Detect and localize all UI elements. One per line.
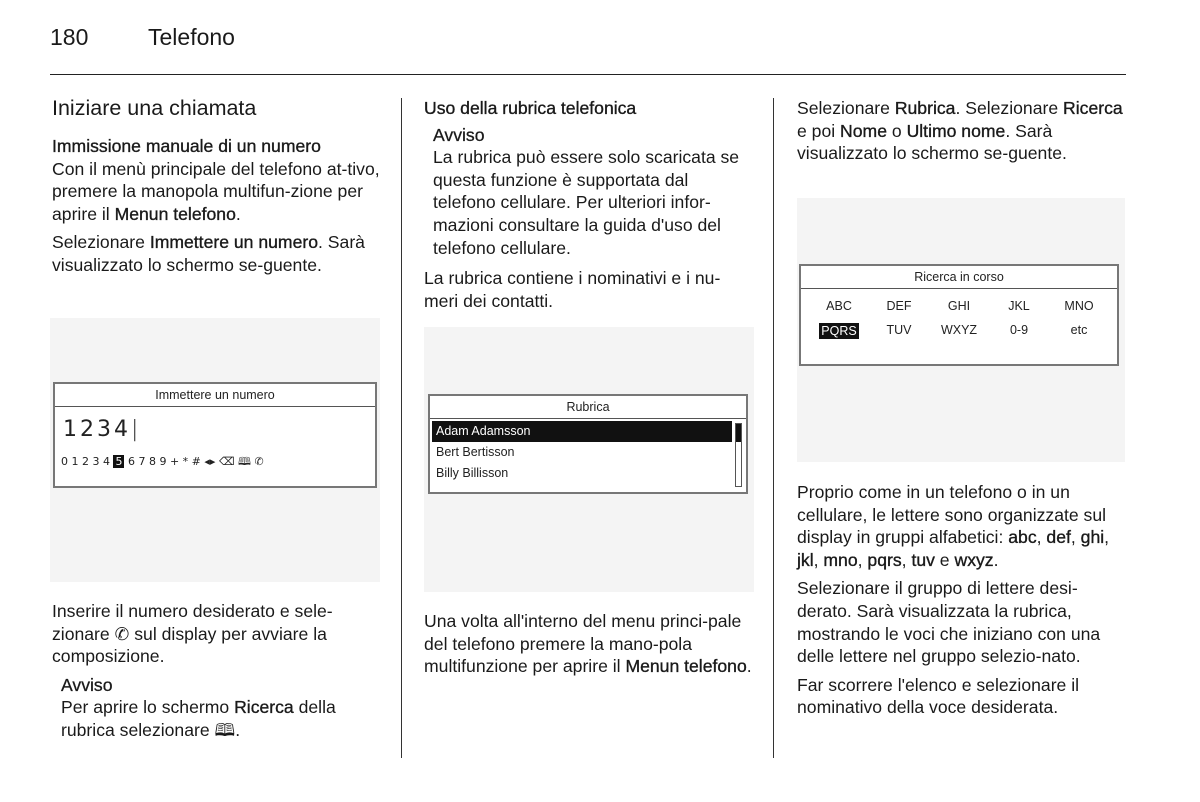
letter-group: 0-9: [1009, 323, 1029, 337]
paragraph: Far scorrere l'elenco e selezionare il nominativo della voce desiderata.: [797, 674, 1080, 718]
paragraph: Selezionare il gruppo di lettere desi-derato. Sarà visualizzata la rubrica, mostrando le voci che iniziano con una delle lettere nel gruppo selezio-nato.: [797, 578, 1101, 667]
section-title: Telefono: [148, 24, 235, 50]
cursor-arrows-icon: ◂▸: [204, 455, 216, 468]
letter-group-selected: PQRS: [821, 324, 857, 338]
letter-group: JKL: [1008, 299, 1030, 313]
column-2: [424, 97, 754, 318]
header-rule: [50, 74, 1126, 75]
page-number: 180: [50, 24, 89, 50]
paragraph: Selezionare Immettere un numero. Sarà visualizzato lo schermo se-guente.: [52, 232, 365, 275]
scrollbar-thumb: [736, 424, 741, 442]
panel-title: Ricerca in corso: [801, 266, 1117, 289]
column-3: [797, 97, 1127, 171]
heading: Iniziare una chiamata: [52, 96, 257, 120]
note-title: Avviso: [433, 124, 485, 145]
column-divider-2: [773, 98, 774, 758]
contact-list: [432, 421, 732, 484]
note-text: La rubrica può essere solo scaricata se questa funzione è supportata dal telefono cellulare. Per ulteriori infor-mazioni consultare la guida d'uso del telefono cellulare.: [433, 147, 740, 258]
screen-illustration: [797, 198, 1125, 462]
letter-group: ABC: [826, 299, 852, 313]
book-icon: 🕮: [214, 719, 236, 740]
note-title: Avviso: [61, 674, 113, 695]
paragraph: Con il menù principale del telefono at-tivo, premere la manopola multifun-zione per aprire il Menun telefono.: [52, 158, 380, 224]
note-text: Per aprire lo schermo Ricerca della rubrica selezionare 🕮.: [61, 697, 336, 740]
number-display: 1234|: [63, 417, 142, 442]
selected-key: 5: [115, 455, 123, 468]
screen-illustration: [424, 327, 754, 592]
letter-group: TUV: [886, 323, 912, 337]
letter-group: WXYZ: [940, 323, 978, 337]
letter-group: DEF: [886, 299, 912, 313]
backspace-icon: ⌫: [218, 455, 235, 468]
search-panel: [799, 264, 1119, 366]
screen-illustration: [50, 318, 380, 582]
paragraph: Selezionare Rubrica. Selezionare Ricerca e poi Nome o Ultimo nome. Sarà visualizzato lo schermo se-guente.: [797, 98, 1123, 164]
letter-group: MNO: [1064, 299, 1094, 313]
phone-icon: ✆: [254, 455, 264, 468]
paragraph: Inserire il numero desiderato e sele-zionare ✆ sul display per avviare la composizione.: [52, 601, 333, 667]
panel-title: Immettere un numero: [55, 384, 375, 407]
list-item: Adam Adamsson: [432, 421, 732, 442]
number-entry-panel: [53, 382, 377, 488]
letter-group: GHI: [947, 299, 971, 313]
note: [424, 124, 754, 260]
column-3-lower: [797, 481, 1127, 725]
letter-groups: [801, 289, 1117, 339]
panel-title: Rubrica: [430, 396, 746, 419]
phone-icon: ✆: [114, 623, 130, 644]
paragraph: Proprio come in un telefono o in un cellulare, le lettere sono organizzate sul display in gruppi alfabetici: abc, def, ghi, jkl, mno, pqrs, tuv e wxyz.: [797, 482, 1110, 570]
paragraph: La rubrica contiene i nominativi e i nu-meri dei contatti.: [424, 268, 721, 311]
column-1: [52, 95, 382, 283]
phonebook-panel: [428, 394, 748, 494]
subheading: Uso della rubrica telefonica: [424, 98, 637, 118]
column-divider-1: [401, 98, 402, 758]
scrollbar: [735, 423, 742, 487]
keypad-row: 0 1 2 3 4 5 6 7 8 9 + * # ◂▸ ⌫ 🕮 ✆: [55, 447, 375, 472]
book-icon: 🕮: [238, 455, 251, 468]
list-item: Bert Bertisson: [436, 445, 515, 459]
subheading: Immissione manuale di un numero: [52, 136, 321, 156]
letter-group: etc: [1070, 323, 1088, 337]
column-2-lower: [424, 610, 759, 684]
list-item: Billy Billisson: [436, 466, 509, 480]
note: [52, 674, 382, 742]
paragraph: Una volta all'interno del menu princi-pale del telefono premere la mano-pola multifunzione per aprire il Menun telefono.: [424, 611, 752, 677]
column-1-lower: [52, 600, 382, 742]
